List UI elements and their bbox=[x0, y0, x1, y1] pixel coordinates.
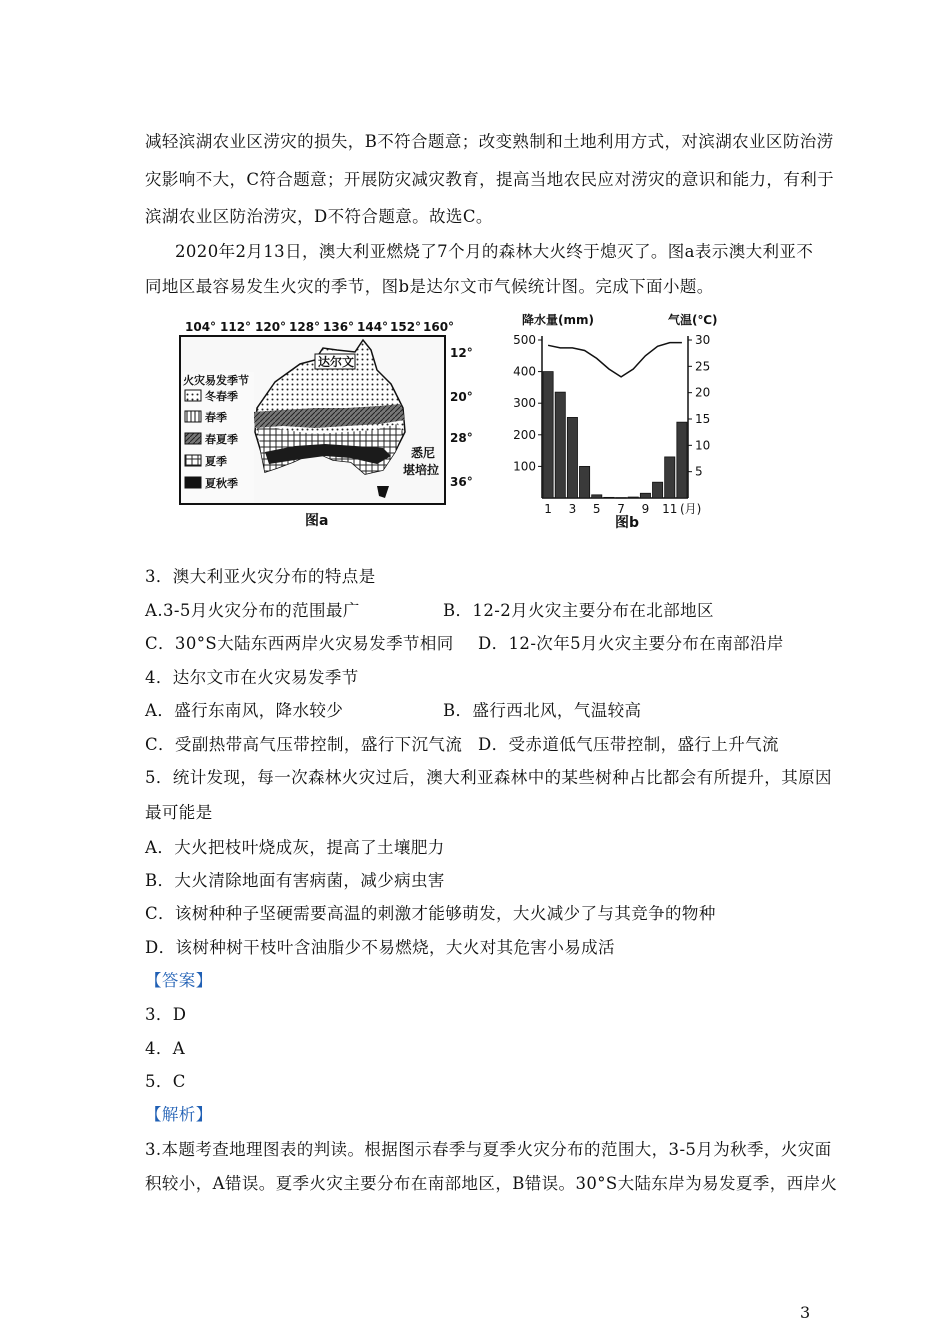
legend-title: 火灾易发季节 bbox=[183, 374, 249, 387]
x-tick-label: 11 bbox=[662, 502, 678, 516]
precipitation-bar bbox=[580, 466, 590, 498]
y-tick-label: 200 bbox=[513, 427, 536, 442]
option-4c: C．受副热带高气压带控制，盛行下沉气流 bbox=[145, 735, 463, 754]
y-tick-label: 100 bbox=[513, 459, 536, 474]
option-4b: B．盛行西北风，气温较高 bbox=[443, 701, 642, 720]
precipitation-bar bbox=[653, 482, 663, 498]
option-5c: C．该树种种子坚硬需要高温的刺激才能够萌发，大火减少了与其竞争的物种 bbox=[145, 904, 716, 923]
city-label-sydney: 悉尼 bbox=[411, 446, 436, 460]
city-label-canberra: 堪培拉 bbox=[403, 463, 440, 477]
longitude-label: 120° bbox=[255, 320, 287, 334]
longitude-label: 136° bbox=[323, 320, 355, 334]
precipitation-bar bbox=[567, 417, 577, 498]
question-5-cont: 最可能是 bbox=[145, 803, 213, 822]
legend-item: 夏季 bbox=[205, 455, 227, 468]
figure-caption: 图a bbox=[305, 513, 329, 529]
precipitation-bar bbox=[604, 497, 614, 498]
longitude-label: 128° bbox=[289, 320, 321, 334]
option-3b: B．12-2月火灾主要分布在北部地区 bbox=[443, 601, 714, 620]
precipitation-bar bbox=[677, 422, 687, 498]
text-line: 减轻滨湖农业区涝灾的损失，B不符合题意；改变熟制和土地利用方式，对滨湖农业区防治涝 bbox=[145, 132, 834, 151]
y2-tick-label: 30 bbox=[695, 333, 711, 347]
x-tick-label: 7 bbox=[617, 502, 625, 516]
precipitation-bar bbox=[555, 392, 565, 498]
longitude-label: 152° bbox=[390, 320, 422, 334]
x-axis-unit: (月) bbox=[680, 502, 702, 516]
legend-item: 春季 bbox=[205, 411, 227, 424]
option-3d: D．12-次年5月火灾主要分布在南部沿岸 bbox=[478, 634, 784, 653]
precipitation-bar bbox=[616, 498, 626, 499]
figure-b-chart bbox=[500, 310, 730, 536]
longitude-label: 144° bbox=[357, 320, 389, 334]
option-5a: A．大火把枝叶烧成灰，提高了土壤肥力 bbox=[145, 838, 445, 857]
option-4a: A．盛行东南风，降水较少 bbox=[145, 701, 344, 720]
y2-tick-label: 15 bbox=[695, 412, 711, 426]
analysis-line: 3.本题考查地理图表的判读。根据图示春季与夏季火灾分布的范围大，3-5月为秋季，火灾面 bbox=[145, 1140, 832, 1159]
longitude-label: 104° bbox=[185, 320, 217, 334]
y2-tick-label: 5 bbox=[695, 464, 703, 479]
y2-axis-label: 气温(℃) bbox=[668, 313, 718, 327]
city-label-darwin: 达尔文 bbox=[318, 355, 355, 369]
y2-tick-label: 20 bbox=[695, 385, 711, 400]
y-axis-label: 降水量(mm) bbox=[522, 313, 594, 327]
option-5d: D．该树种树干枝叶含油脂少不易燃烧，大火对其危害小易成活 bbox=[145, 938, 615, 957]
y-tick-label: 400 bbox=[513, 364, 536, 379]
precipitation-bar bbox=[543, 372, 553, 498]
x-tick-label: 1 bbox=[544, 502, 552, 516]
precipitation-bar bbox=[628, 497, 638, 498]
y2-tick-label: 25 bbox=[695, 359, 711, 374]
legend-item: 春夏季 bbox=[205, 433, 238, 446]
precipitation-bar bbox=[640, 493, 650, 498]
answer-3: 3．D bbox=[145, 1005, 187, 1024]
answer-5: 5．C bbox=[145, 1072, 186, 1091]
option-4d: D．受赤道低气压带控制，盛行上升气流 bbox=[478, 735, 779, 754]
answer-4: 4．A bbox=[145, 1039, 186, 1058]
y-tick-label: 500 bbox=[513, 333, 536, 347]
text-line: 同地区最容易发生火灾的季节，图b是达尔文市气候统计图。完成下面小题。 bbox=[145, 277, 714, 296]
page-number: 3 bbox=[800, 1303, 811, 1322]
text-line: 灾影响不大，C符合题意；开展防灾减灾教育，提高当地农民应对涝灾的意识和能力，有利于 bbox=[145, 170, 835, 189]
x-tick-label: 3 bbox=[568, 502, 577, 516]
option-5b: B．大火清除地面有害病菌，减少病虫害 bbox=[145, 871, 445, 890]
question-5: 5．统计发现，每一次森林火灾过后，澳大利亚森林中的某些树种占比都会有所提升，其原因 bbox=[145, 768, 832, 787]
option-3c: C．30°S大陆东西两岸火灾易发季节相同 bbox=[145, 634, 454, 653]
chart-caption: 图b bbox=[615, 515, 640, 531]
option-3a: A.3-5月火灾分布的范围最广 bbox=[145, 601, 360, 620]
y2-tick-label: 10 bbox=[695, 438, 711, 453]
analysis-line: 积较小，A错误。夏季火灾主要分布在南部地区，B错误。30°S大陆东岸为易发夏季，西岸火 bbox=[145, 1174, 838, 1193]
latitude-label: 20° bbox=[450, 390, 473, 404]
precipitation-bar bbox=[592, 495, 602, 498]
legend-item: 冬春季 bbox=[205, 390, 238, 403]
latitude-label: 36° bbox=[450, 475, 473, 489]
question-4: 4．达尔文市在火灾易发季节 bbox=[145, 668, 359, 687]
temperature-line bbox=[548, 343, 682, 377]
figure-a-map bbox=[165, 312, 485, 536]
longitude-label: 160° bbox=[423, 320, 455, 334]
latitude-label: 12° bbox=[450, 346, 473, 360]
analysis-heading: 【解析】 bbox=[145, 1105, 213, 1124]
latitude-label: 28° bbox=[450, 431, 473, 445]
longitude-label: 112° bbox=[220, 320, 252, 334]
legend-item: 夏秋季 bbox=[205, 477, 238, 490]
answer-heading: 【答案】 bbox=[145, 971, 213, 990]
x-tick-label: 9 bbox=[641, 502, 650, 516]
x-tick-label: 5 bbox=[592, 502, 601, 516]
question-3: 3．澳大利亚火灾分布的特点是 bbox=[145, 567, 376, 586]
precipitation-bar bbox=[665, 457, 675, 498]
y-tick-label: 300 bbox=[513, 396, 536, 411]
text-line: 滨湖农业区防治涝灾，D不符合题意。故选C。 bbox=[145, 207, 493, 226]
text-line: 2020年2月13日，澳大利亚燃烧了7个月的森林大火终于熄灭了。图a表示澳大利亚不 bbox=[175, 242, 814, 261]
